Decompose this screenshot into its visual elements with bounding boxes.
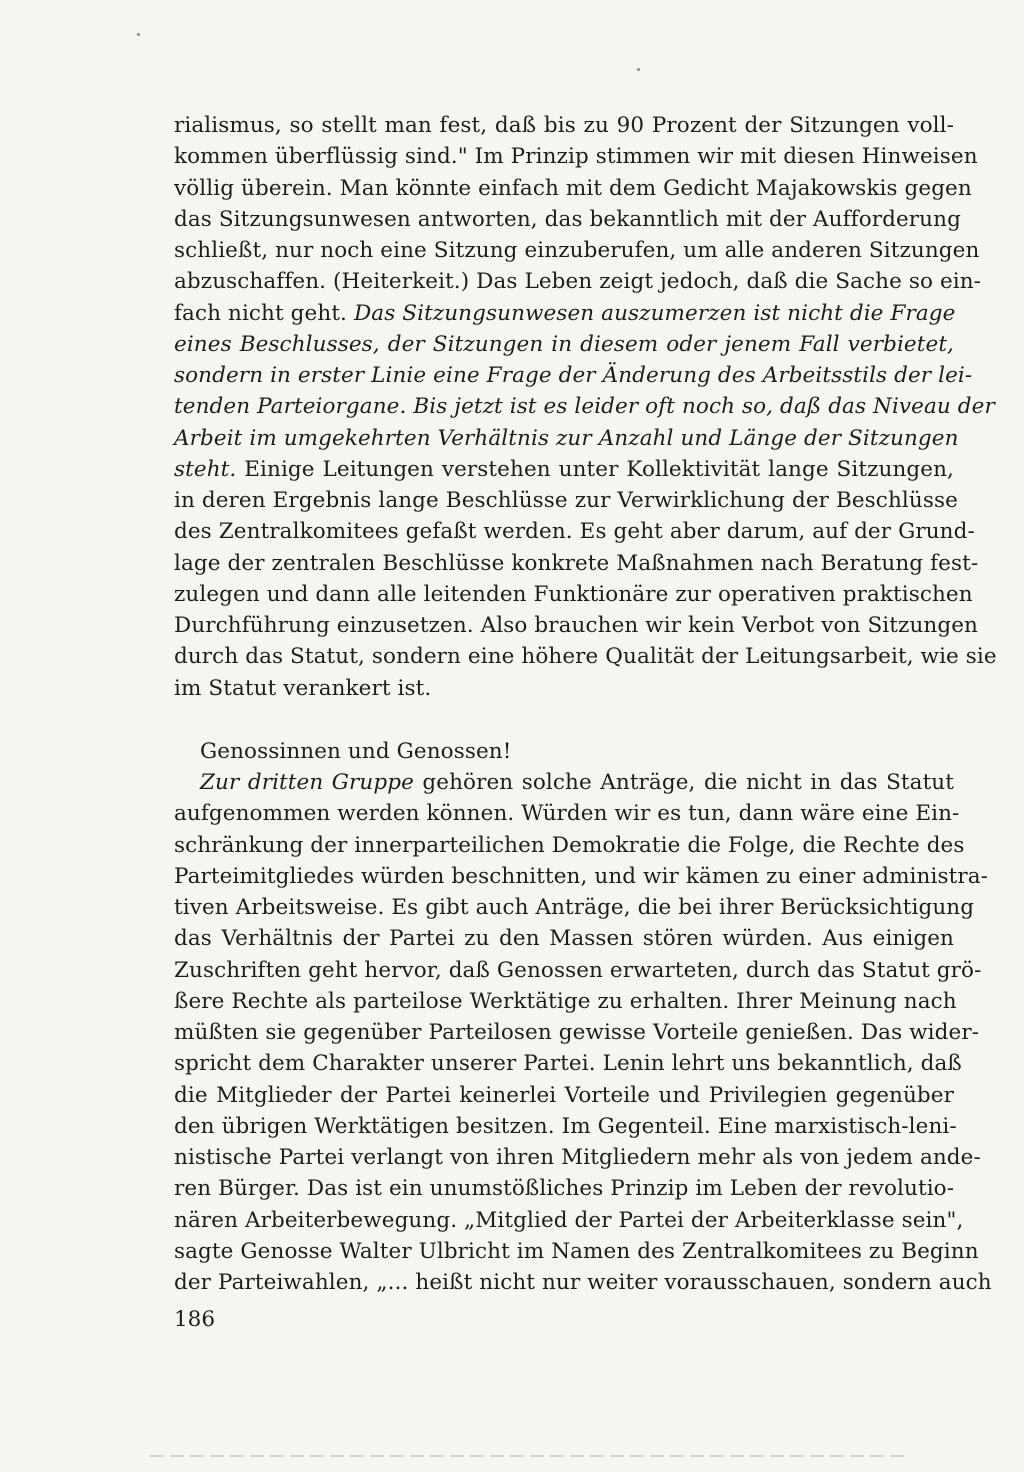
plain-text: ren Bürger. Das ist ein unumstößliches Prinzip im Leben der revolutio-: [174, 1176, 955, 1202]
text-line: [174, 1173, 954, 1204]
plain-text: des Zentralkomitees gefaßt werden. Es geht aber darum, auf der Grund-: [174, 519, 975, 545]
plain-text: der Parteiwahlen, „... heißt nicht nur weiter vorausschauen, sondern auch: [174, 1270, 992, 1295]
page-body: [174, 110, 997, 1410]
text-line: [174, 1142, 981, 1173]
plain-text: Durchführung einzusetzen. Also brauchen wir kein Verbot von Sitzungen: [174, 613, 978, 638]
emphasis-text: tenden Parteiorgane. Bis jetzt ist es leider oft noch so, daß das Niveau der: [174, 394, 995, 420]
text-line: [174, 923, 954, 954]
text-line: [174, 861, 988, 892]
scan-speck: [637, 68, 640, 71]
text-line: [174, 516, 975, 547]
emphasis-text: Arbeit im umgekehrten Verhältnis zur Anzahl und Länge der Sitzungen: [174, 425, 959, 451]
plain-text: nistische Partei verlangt von ihren Mitgliedern mehr als von jedem ande-: [174, 1145, 981, 1170]
emphasis-text: Das Sitzungsunwesen auszumerzen ist nicht die Frage: [353, 300, 956, 326]
plain-text: Zuschriften geht hervor, daß Genossen erwarteten, durch das Statut grö-: [174, 957, 982, 983]
scan-edge-artifact: [150, 1455, 910, 1457]
plain-text: fach nicht geht.: [174, 300, 354, 326]
plain-text: Einige Leitungen verstehen unter Kollektivität lange Sitzungen,: [236, 456, 954, 482]
text-line: [174, 830, 965, 861]
greeting-line: Genossinnen und Genossen!: [200, 738, 512, 764]
emphasis-text: eines Beschlusses, der Sitzungen in diesem oder jenem Fall verbietet,: [174, 331, 954, 357]
text-line: [174, 798, 960, 829]
plain-text: müßten sie gegenüber Parteilosen gewisse Vorteile genießen. Das wider-: [174, 1020, 980, 1045]
plain-text: sagte Genosse Walter Ulbricht im Namen des Zentralkomitees zu Beginn: [174, 1238, 979, 1264]
text-line: [174, 1080, 954, 1111]
plain-text: das Sitzungsunwesen antworten, das bekanntlich mit der Aufforderung: [174, 206, 961, 232]
plain-text: den übrigen Werktätigen besitzen. Im Gegenteil. Eine marxistisch-leni-: [174, 1113, 957, 1139]
plain-text: völlig überein. Man könnte einfach mit dem Gedicht Majakowskis gegen: [174, 175, 972, 201]
plain-text: schließt, nur noch eine Sitzung einzuberufen, um alle anderen Sitzungen: [174, 238, 980, 263]
paragraph-third-group: [174, 767, 992, 1298]
plain-text: lage der zentralen Beschlüsse konkrete Maßnahmen nach Beratung fest-: [174, 550, 979, 576]
text-line: [174, 360, 973, 391]
plain-text: schränkung der innerparteilichen Demokratie die Folge, die Rechte des: [174, 832, 965, 858]
text-line: [174, 579, 973, 610]
text-line: [174, 955, 982, 986]
plain-text: durch das Statut, sondern eine höhere Qualität der Leitungsarbeit, wie sie: [174, 644, 997, 670]
plain-text: die Mitglieder der Partei keinerlei Vorteile und Privilegien gegenüber: [174, 1082, 954, 1108]
emphasis-text: steht.: [174, 456, 237, 482]
text-line: [174, 548, 979, 579]
plain-text: ßere Rechte als parteilose Werktätige zu erhalten. Ihrer Meinung nach: [174, 988, 957, 1014]
text-line: [174, 110, 954, 141]
plain-text: nären Arbeiterbewegung. „Mitglied der Partei der Arbeiterklasse sein",: [174, 1207, 964, 1233]
text-line: [174, 610, 978, 641]
text-line: [174, 298, 954, 329]
plain-text: in deren Ergebnis lange Beschlüsse zur Verwirklichung der Beschlüsse: [174, 488, 958, 513]
text-line: [174, 235, 980, 266]
text-line: [174, 1048, 962, 1079]
text-line: [174, 423, 959, 454]
plain-text: kommen überflüssig sind." Im Prinzip stimmen wir mit diesen Hinweisen: [174, 144, 978, 170]
page-number: 186: [174, 1307, 216, 1332]
text-line: [174, 986, 957, 1017]
text-line: [174, 1236, 979, 1267]
plain-text: zulegen und dann alle leitenden Funktionäre zur operativen praktischen: [174, 581, 973, 607]
paragraph-gap: [174, 704, 954, 736]
plain-text: spricht dem Charakter unserer Partei. Lenin lehrt uns bekanntlich, daß: [174, 1051, 962, 1077]
text-line: [174, 485, 958, 516]
emphasis-text: sondern in erster Linie eine Frage der Änderung des Arbeitsstils der lei-: [174, 363, 973, 388]
plain-text: rialismus, so stellt man fest, daß bis zu 90 Prozent der Sitzungen voll-: [174, 113, 954, 138]
text-line: [174, 173, 972, 204]
text-line: [174, 1111, 957, 1142]
text-line: [174, 1017, 980, 1048]
text-line: [174, 1267, 992, 1298]
text-line: [174, 141, 978, 172]
plain-text: Parteimitgliedes würden beschnitten, und wir kämen zu einer administra-: [174, 863, 988, 889]
plain-text: gehören solche Anträge, die nicht in das Statut: [413, 770, 954, 795]
text-line: [174, 266, 982, 297]
text-line: [174, 391, 995, 422]
text-line: [174, 892, 975, 923]
text-line: [174, 641, 997, 672]
text-line: [174, 1205, 964, 1236]
plain-text: tiven Arbeitsweise. Es gibt auch Anträge, die bei ihrer Berücksichtigung: [174, 895, 975, 920]
plain-text: das Verhältnis der Partei zu den Massen stören würden. Aus einigen: [174, 926, 954, 952]
plain-text: aufgenommen werden können. Würden wir es tun, dann wäre eine Ein-: [174, 801, 960, 827]
text-line: [174, 454, 954, 485]
scan-speck: [137, 33, 140, 36]
plain-text: im Statut verankert ist.: [174, 675, 432, 701]
text-line: [174, 204, 961, 235]
paragraph-statute-meetings: [174, 110, 997, 704]
text-line: [174, 329, 954, 360]
plain-text: abzuschaffen. (Heiterkeit.) Das Leben zeigt jedoch, daß die Sache so ein-: [174, 269, 982, 295]
emphasis-text: Zur dritten Gruppe: [200, 770, 414, 795]
text-line: [174, 673, 954, 704]
text-line: [174, 767, 954, 798]
